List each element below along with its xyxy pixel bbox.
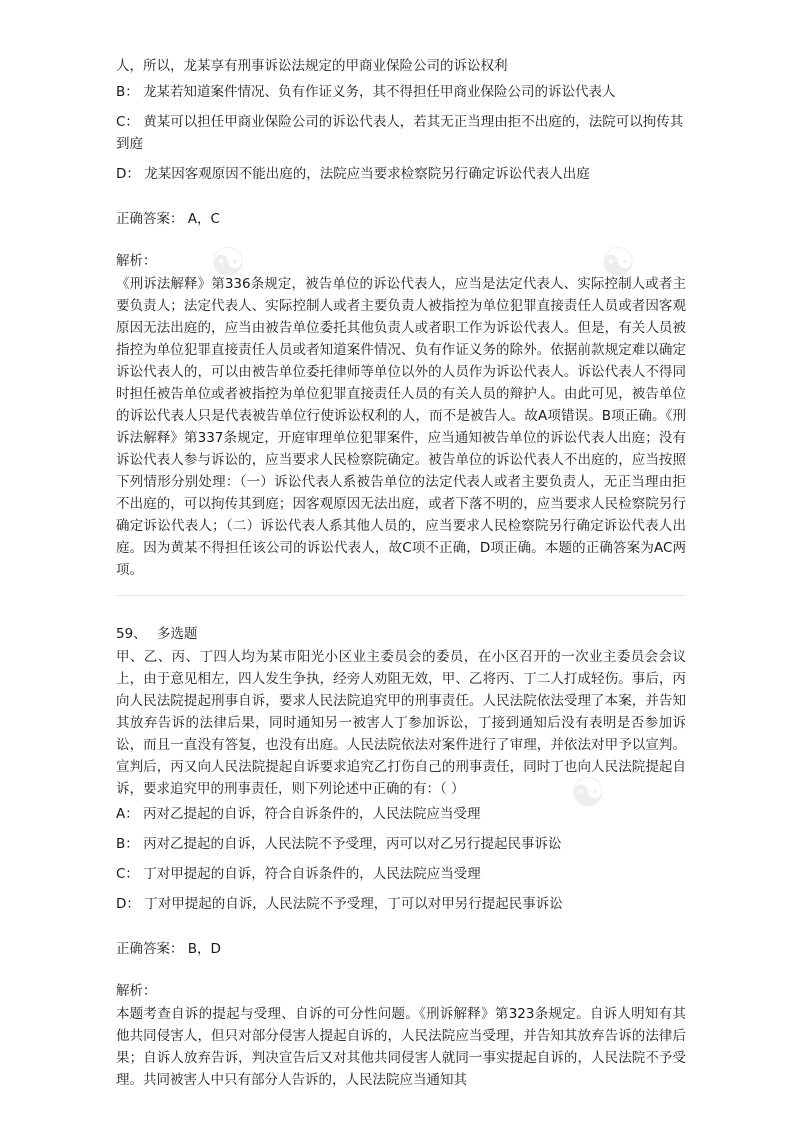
answer-value: B，D [187, 941, 221, 957]
question-intro-continuation: 人，所以，龙某享有刑事诉讼法规定的甲商业保险公司的诉讼权利 [116, 58, 508, 74]
watermark-mark: ☯ [210, 240, 246, 286]
section-divider [116, 595, 686, 596]
option-label: A： [116, 806, 139, 822]
watermark-mark: ☯ [570, 770, 606, 816]
answer-label: 正确答案： [116, 941, 184, 957]
option-label: B： [116, 836, 139, 852]
document-page [116, 54, 686, 1091]
option-label: D： [116, 166, 140, 182]
option-c [116, 863, 686, 885]
answer-label: 正确答案： [116, 211, 184, 227]
option-label: C： [116, 866, 139, 882]
analysis-text: 《刑诉法解释》第336条规定，被告单位的诉讼代表人，应当是法定代表人、实际控制人或者主要负责人；法定代表人、实际控制人或者主要负责人被指控为单位犯罪直接责任人员或者因客观原因无法出庭的，应当由被告单位委托其他负责人或者职工作为诉讼代表人。但是，有关人员被指控为单位犯罪直接责任人员或者知道案件情况、负有作证义务的除外。依据前款规定难以确定诉讼代表人的，可以由被告单位委托律师等单位以外的人员作为诉讼代表人。诉讼代表人不得同时担任被告单位或者被指控为单位犯罪直接责任人员的有关人员的辩护人。由此可见，被告单位的诉讼代表人只是代表被告单位行使诉讼权利的人，而不是被告人。故A项错误。B项正确。《刑诉法解释》第337条规定，开庭审理单位犯罪案件，应当通知被告单位的诉讼代表人出庭；没有诉讼代表人参与诉讼的，应当要求人民检察院确定。被告单位的诉讼代表人不出庭的，应当按照下列情形分别处理：（一）诉讼代表人系被告单位的法定代表人或者主要负责人，无正当理由拒不出庭的，可以拘传其到庭；因客观原因无法出庭，或者下落不明的，应当要求人民检察院另行确定诉讼代表人；（二）诉讼代表人系其他人员的，应当要求人民检察院另行确定诉讼代表人出庭。因为黄某不得担任该公司的诉讼代表人，故C项不正确，D项正确。本题的正确答案为AC两项。 [116, 276, 686, 578]
option-b [116, 81, 686, 103]
correct-answer [116, 937, 686, 961]
option-label: B： [116, 84, 139, 100]
answer-value: A，C [187, 211, 220, 227]
option-a [116, 803, 686, 825]
option-label: C： [116, 114, 139, 130]
analysis-text: 本题考查自诉的提起与受理、自诉的可分性问题。《刑诉解释》第323条规定。自诉人明知有其他共同侵害人，但只对部分侵害人提起自诉的，人民法院应当受理，并告知其放弃告诉的法律后果；自诉人放弃告诉，判决宣告后又对其他共同侵害人就同一事实提起自诉的，人民法院不予受理。共同被害人中只有部分人告诉的，人民法院应当通知其 [116, 1006, 686, 1088]
question-type: 多选题 [156, 626, 198, 642]
option-text: 黄某可以担任甲商业保险公司的诉讼代表人，若其无正当理由拒不出庭的，法院可以拘传其到庭 [116, 114, 684, 152]
analysis-label: 解析： [116, 983, 157, 999]
option-text: 丁对甲提起的自诉，符合自诉条件的，人民法院应当受理 [143, 866, 481, 882]
analysis-label: 解析： [116, 253, 157, 269]
question-header [116, 622, 686, 646]
option-d [116, 163, 686, 185]
option-label: D： [116, 896, 140, 912]
option-text: 丙对乙提起的自诉，符合自诉条件的，人民法院应当受理 [143, 806, 481, 822]
option-text: 龙某因客观原因不能出庭的，法院应当要求检察院另行确定诉讼代表人出庭 [144, 166, 590, 182]
option-text: 丁对甲提起的自诉，人民法院不予受理，丁可以对甲另行提起民事诉讼 [144, 896, 563, 912]
option-c [116, 111, 686, 155]
question-number: 59、 [116, 626, 147, 642]
option-b [116, 833, 686, 855]
option-text: 龙某若知道案件情况、负有作证义务，其不得担任甲商业保险公司的诉讼代表人 [143, 84, 616, 100]
option-d [116, 893, 686, 915]
watermark-mark: ☯ [600, 240, 636, 286]
correct-answer [116, 207, 686, 231]
option-text: 丙对乙提起的自诉，人民法院不予受理，丙可以对乙另行提起民事诉讼 [143, 836, 562, 852]
question-text: 甲、乙、丙、丁四人均为某市阳光小区业主委员会的委员，在小区召开的一次业主委员会会议上，由于意见相左，四人发生争执，经旁人劝阻无效，甲、乙将丙、丁二人打成轻伤。事后，丙向人民法院提起刑事自诉，要求人民法院追究甲的刑事责任。人民法院依法受理了本案，并告知其放弃告诉的法律后果，同时通知另一被害人丁参加诉讼，丁接到通知后没有表明是否参加诉讼，而且一直没有答复，也没有出庭。人民法院依法对案件进行了审理，并依法对甲予以宣判。宣判后，丙又向人民法院提起自诉要求追究乙打伤自己的刑事责任，同时丁也向人民法院提起自诉，要求追究甲的刑事责任，则下列论述中正确的有：（ ） [116, 649, 686, 797]
